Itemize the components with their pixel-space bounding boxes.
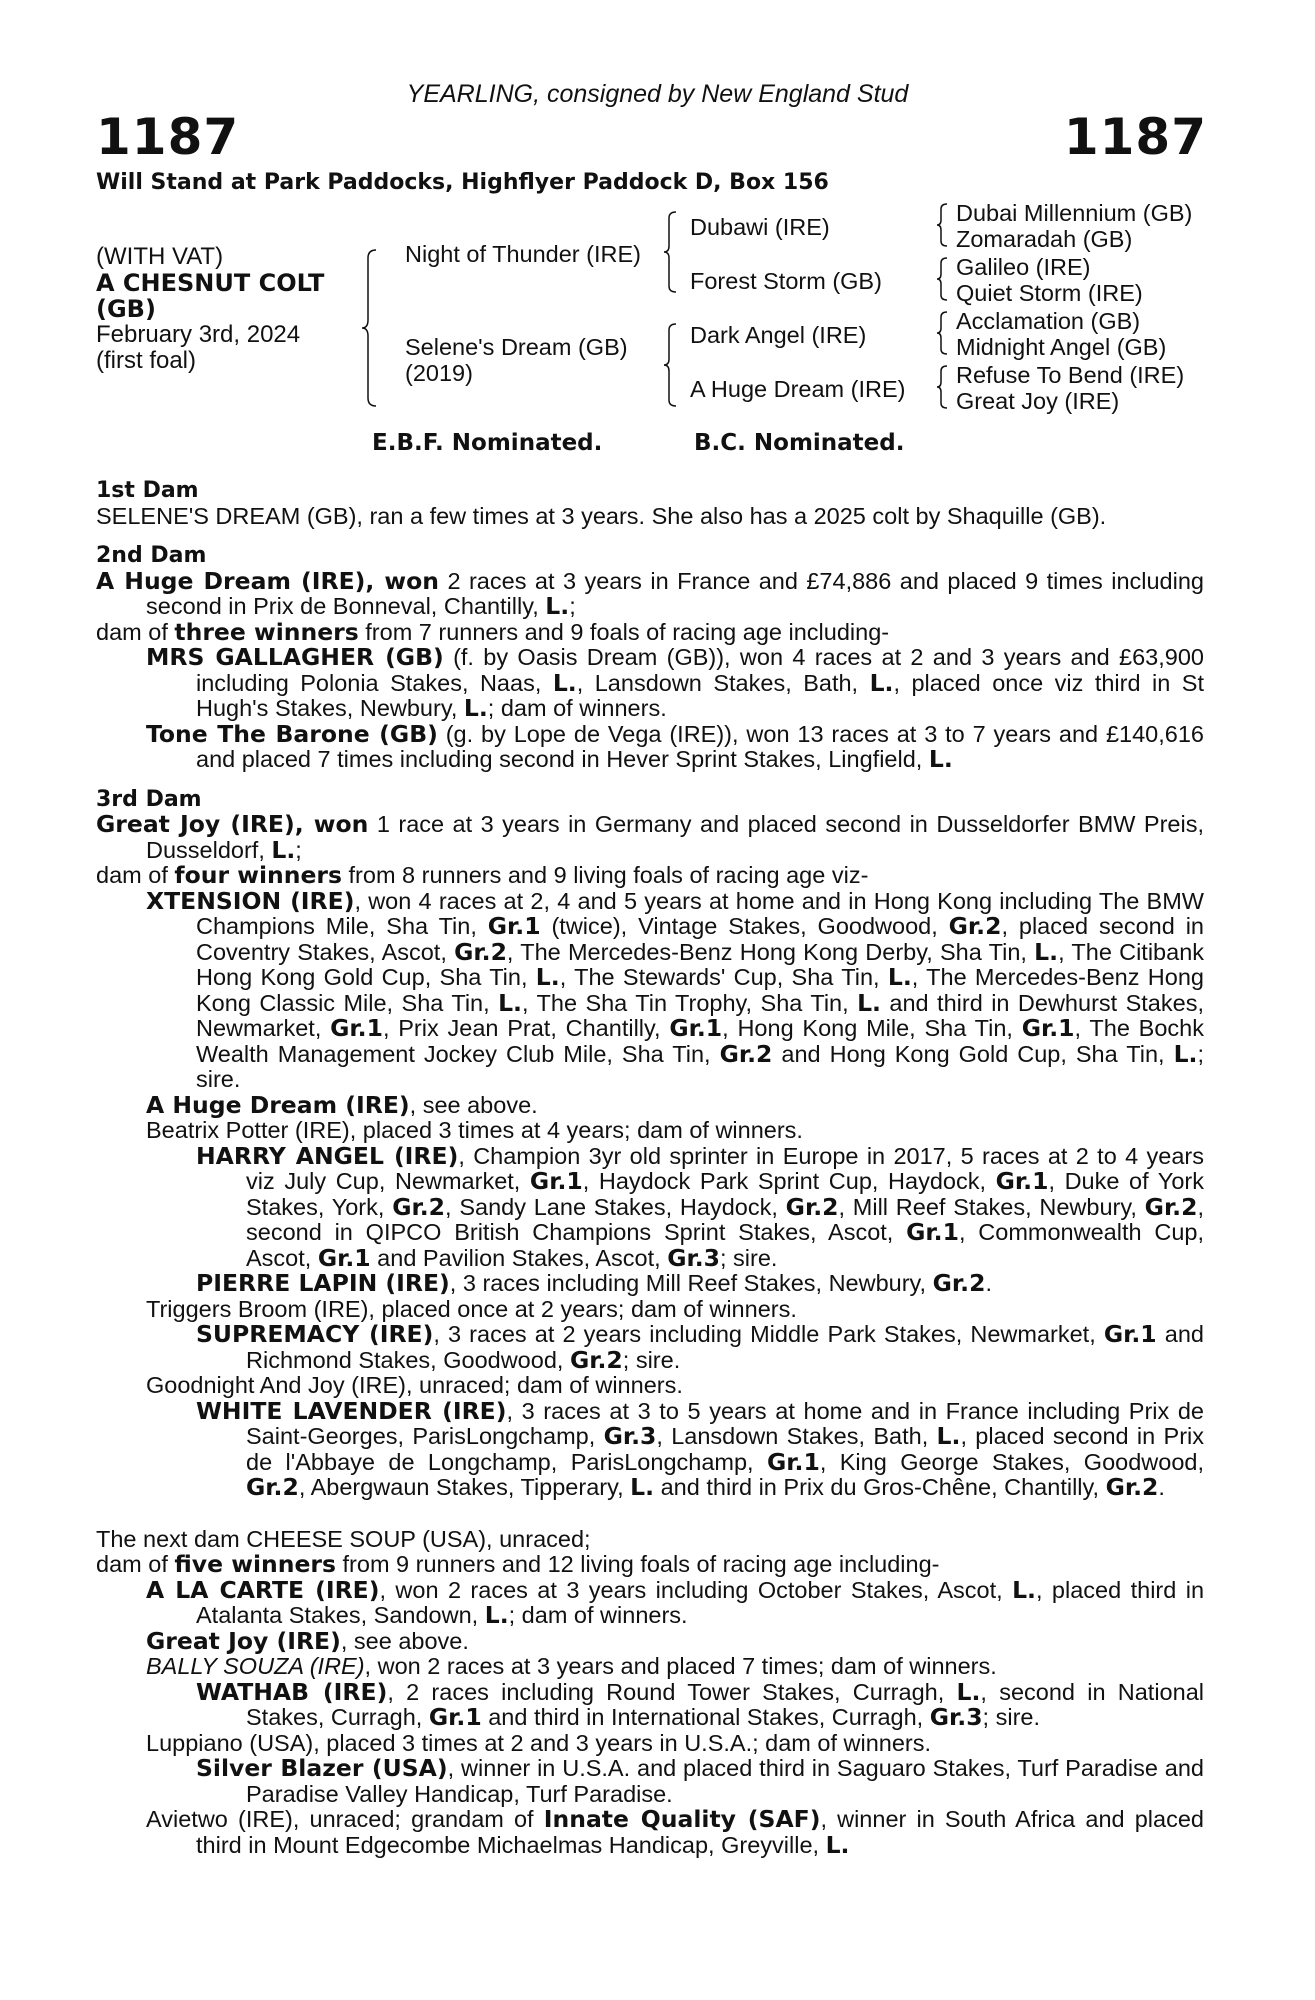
horse-description (96, 244, 324, 374)
second-dam-heading: 2nd Dam (96, 543, 207, 568)
produce-avietwo: Avietwo (IRE), unraced; grandam of Innate Quality (SAF), winner in South Africa and placed third in Mount Edgecombe Michaelmas Handicap, Greyville, L. (146, 1805, 1204, 1859)
second-dam-produce-line: dam of three winners from 7 runners and 9 foals of racing age including- (96, 617, 890, 646)
pedigree-g2: Zomaradah (GB) (956, 226, 1133, 252)
pedigree-g8: Great Joy (IRE) (956, 388, 1120, 414)
produce-wathab: WATHAB (IRE), 2 races including Round Tower Stakes, Curragh, L., second in National Stakes, Curragh, Gr.1 and third in International Stakes, Curragh, Gr.3; sire. (196, 1677, 1204, 1731)
pedigree-g5: Acclamation (GB) (956, 308, 1141, 334)
second-dam-entry: A Huge Dream (IRE), won 2 races at 3 years in France and £74,886 and placed 9 times including second in Prix de Bonneval, Chantilly, L.; (96, 566, 1204, 620)
third-dam-entry: Great Joy (IRE), won 1 race at 3 years in Germany and placed second in Dusseldorfer BMW Preis, Dusseldorf, L.; (96, 810, 1204, 864)
pedigree-dam-dam: A Huge Dream (IRE) (690, 376, 906, 402)
pedigree-g7: Refuse To Bend (IRE) (956, 362, 1185, 388)
produce-luppiano: Luppiano (USA), placed 3 times at 2 and 3 years in U.S.A.; dam of winners. (146, 1729, 932, 1756)
pedigree-g4: Quiet Storm (IRE) (956, 280, 1143, 306)
foal-note: (first foal) (96, 347, 197, 374)
pedigree-dam: Selene's Dream (GB) (405, 334, 628, 360)
produce-bally-souza: BALLY SOUZA (IRE), won 2 races at 3 years and placed 7 times; dam of winners. (146, 1653, 997, 1679)
foaling-date: February 3rd, 2024 (96, 321, 301, 348)
catalogue-body (96, 478, 1204, 1858)
third-dam-produce-line: dam of four winners from 8 runners and 9 living foals of racing age viz- (96, 861, 869, 889)
pedigree-g6: Midnight Angel (GB) (956, 334, 1167, 360)
produce-harry-angel: HARRY ANGEL (IRE), Champion 3yr old sprinter in Europe in 2017, 5 races at 2 to 4 years viz July Cup, Newmarket, Gr.1, Haydock Park Sprint Cup, Haydock, Gr.1, Duke of York Stakes, York, Gr.2, Sandy Lane Stakes, Haydock, Gr.2, Mill Reef Stakes, Newbury, Gr.2, second in QIPCO British Champions Sprint Stakes, Ascot, Gr.1, Commonwealth Cup, Ascot, Gr.1 and Pavilion Stakes, Ascot, Gr.3; sire. (196, 1141, 1205, 1272)
produce-tone-the-barone: Tone The Barone (GB) (g. by Lope de Vega (IRE)), won 13 races at 3 to 7 years and £140,616 and placed 7 times including second in Hever Sprint Stakes, Lingfield, L. (146, 719, 1204, 773)
produce-supremacy: SUPREMACY (IRE), 3 races at 2 years including Middle Park Stakes, Newmarket, Gr.1 and Richmond Stakes, Goodwood, Gr.2; sire. (196, 1320, 1204, 1374)
pedigree-brace-g56 (935, 310, 951, 356)
produce-pierre-lapin: PIERRE LAPIN (IRE), 3 races including Mill Reef Stakes, Newbury, Gr.2. (196, 1269, 992, 1297)
produce-beatrix-potter: Beatrix Potter (IRE), placed 3 times at 4 years; dam of winners. (146, 1117, 803, 1143)
produce-great-joy: Great Joy (IRE), see above. (146, 1626, 469, 1655)
first-dam-text: SELENE'S DREAM (GB), ran a few times at 3 years. She also has a 2025 colt by Shaquille (GB). (96, 502, 1107, 529)
lot-number-left: 1187 (96, 108, 240, 166)
bc-nominated: B.C. Nominated. (694, 430, 905, 456)
produce-xtension: XTENSION (IRE), won 4 races at 2, 4 and 5 years at home and in Hong Kong including The BMW Champions Mile, Sha Tin, Gr.1 (twice), Vintage Stakes, Goodwood, Gr.2, placed second in Coventry Stakes, Ascot, Gr.2, The Mercedes-Benz Hong Kong Derby, Sha Tin, L., The Citibank Hong Kong Gold Cup, Sha Tin, L., The Stewards' Cup, Sha Tin, L., The Mercedes-Benz Hong Kong Classic Mile, Sha Tin, L., The Sha Tin Trophy, Sha Tin, L. and third in Dewhurst Stakes, Newmarket, Gr.1, Prix Jean Prat, Chantilly, Gr.1, Hong Kong Mile, Sha Tin, Gr.1, The Bochk Wealth Management Jockey Club Mile, Sha Tin, Gr.2 and Hong Kong Gold Cup, Sha Tin, L.; sire. (146, 886, 1205, 1092)
pedigree-sire-dam: Forest Storm (GB) (690, 268, 882, 294)
produce-silver-blazer: Silver Blazer (USA), winner in U.S.A. and placed third in Saguaro Stakes, Turf Paradise and Paradise Valley Handicap, Turf Paradise. (196, 1754, 1204, 1807)
pedigree-g1: Dubai Millennium (GB) (956, 200, 1193, 226)
produce-white-lavender: WHITE LAVENDER (IRE), 3 races at 3 to 5 years at home and in France including Prix de Saint-Georges, ParisLongchamp, Gr.3, Lansdown Stakes, Bath, L., placed second in Prix de l'Abbaye de Longchamp, ParisLongchamp, Gr.1, King George Stakes, Goodwood, Gr.2, Abergwaun Stakes, Tipperary, L. and third in Prix du Gros-Chêne, Chantilly, Gr.2. (196, 1396, 1204, 1501)
produce-a-la-carte: A LA CARTE (IRE), won 2 races at 3 years including October Stakes, Ascot, L., placed third in Atalanta Stakes, Sandown, L.; dam of winners. (146, 1575, 1205, 1629)
third-dam-heading: 3rd Dam (96, 786, 202, 812)
horse-title-origin: (GB) (96, 295, 156, 323)
ebf-nominated: E.B.F. Nominated. (372, 430, 603, 456)
lot-number-right: 1187 (1063, 108, 1207, 166)
pedigree-brace-main (360, 248, 380, 408)
pedigree-sire-sire: Dubawi (IRE) (690, 214, 830, 240)
pedigree-dam-year: (2019) (405, 360, 473, 386)
first-dam-heading: 1st Dam (96, 478, 199, 503)
produce-a-huge-dream: A Huge Dream (IRE), see above. (146, 1090, 538, 1119)
pedigree-g3: Galileo (IRE) (956, 254, 1091, 280)
vat-note: (WITH VAT) (96, 243, 224, 270)
horse-title: A CHESNUT COLT (96, 269, 325, 297)
consignment-line: YEARLING, consigned by New England Stud (406, 80, 909, 108)
pedigree-dam-sire: Dark Angel (IRE) (690, 322, 867, 348)
pedigree-brace-dam (662, 322, 680, 408)
produce-goodnight-and-joy: Goodnight And Joy (IRE), unraced; dam of winners. (146, 1372, 683, 1398)
produce-triggers-broom: Triggers Broom (IRE), placed once at 2 years; dam of winners. (146, 1295, 797, 1322)
next-dam-line: The next dam CHEESE SOUP (USA), unraced; (96, 1525, 591, 1552)
produce-mrs-gallagher: MRS GALLAGHER (GB) (f. by Oasis Dream (GB)), won 4 races at 2 and 3 years and £63,900 including Polonia Stakes, Naas, L., Lansdown Stakes, Bath, L., placed once viz third in St Hugh's Stakes, Newbury, L.; dam of winners. (146, 643, 1204, 722)
pedigree-sire: Night of Thunder (IRE) (405, 241, 641, 267)
pedigree-brace-g34 (935, 256, 951, 302)
stand-location: Will Stand at Park Paddocks, Highflyer Paddock D, Box 156 (96, 170, 829, 195)
pedigree-brace-g12 (935, 202, 951, 248)
pedigree-brace-g78 (935, 364, 951, 410)
pedigree-brace-sire (662, 210, 680, 294)
next-dam-produce-line: dam of five winners from 9 runners and 12 living foals of racing age including- (96, 1550, 940, 1578)
